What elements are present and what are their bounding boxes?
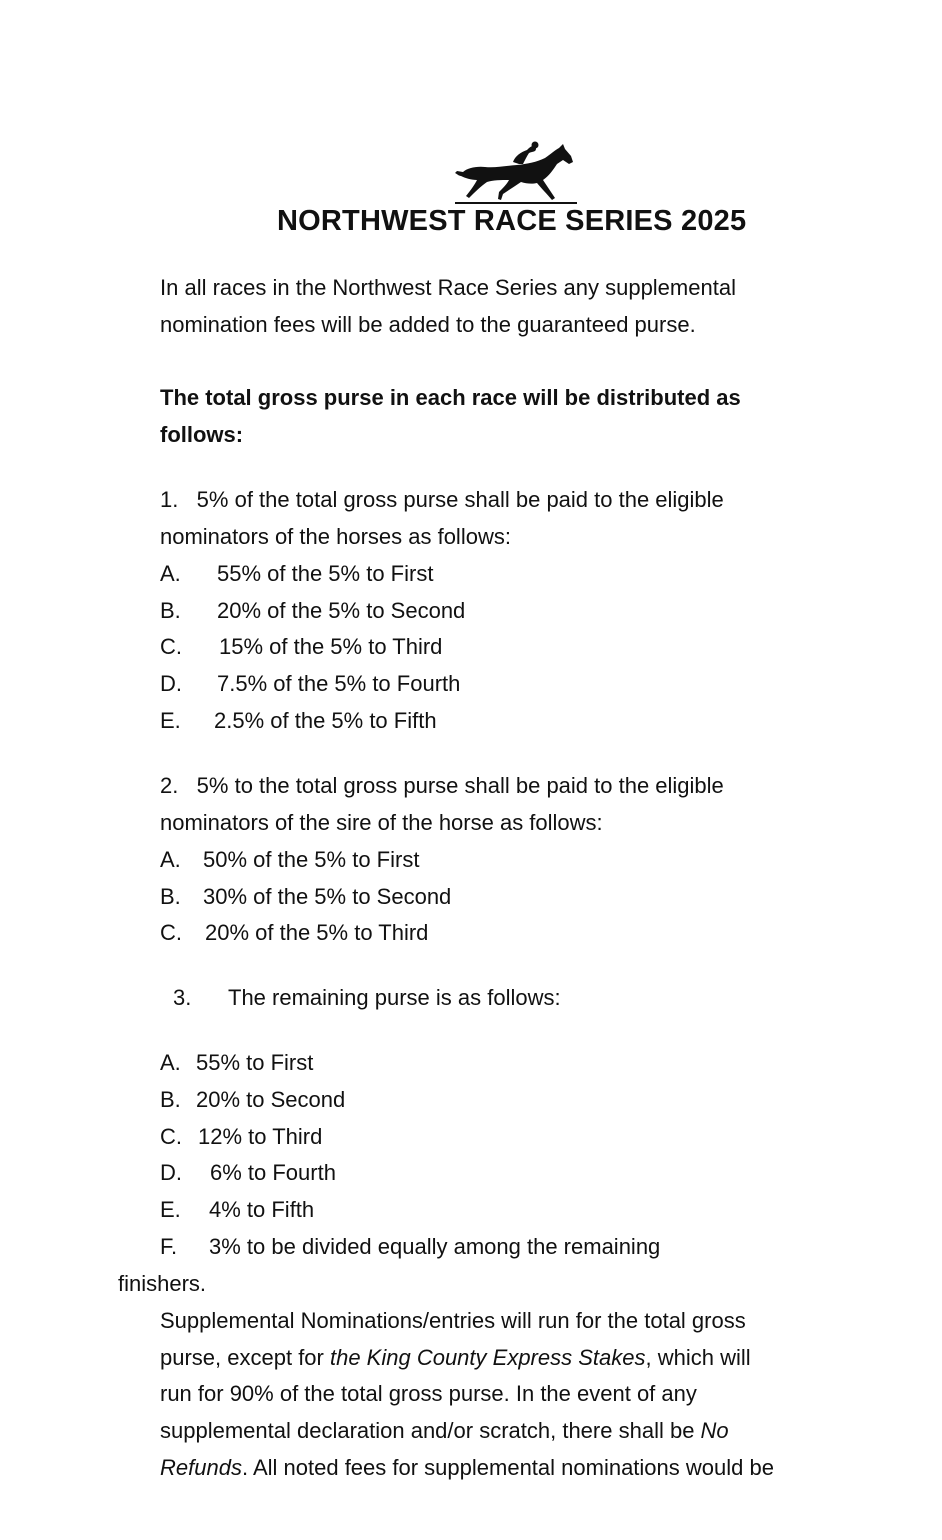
supplemental-text: purse, except for <box>160 1345 330 1370</box>
supplemental-line-1: Supplemental Nominations/entries will run for the total gross <box>160 1308 746 1333</box>
item-text: 7.5% of the 5% to Fourth <box>217 671 461 696</box>
section1-line-2: nominators of the horses as follows: <box>160 524 511 549</box>
horse-and-jockey-icon <box>455 140 577 208</box>
item-letter: D. <box>160 671 182 696</box>
section3-heading-text: The remaining purse is as follows: <box>228 985 561 1010</box>
supplemental-text: . All noted fees for supplemental nominations would be <box>241 1455 774 1480</box>
section2-item-b <box>160 884 452 909</box>
item-letter: E. <box>160 708 181 733</box>
item-letter: F. <box>160 1234 178 1259</box>
section2-item-c <box>160 920 429 945</box>
supplemental-line-3: run for 90% of the total gross purse. In the event of any <box>160 1381 697 1406</box>
race-name: the King County Express Stakes <box>329 1345 646 1370</box>
item-letter: A. <box>160 847 181 872</box>
intro-line-1: In all races in the Northwest Race Series any supplemental <box>160 275 736 300</box>
intro-line-2: nomination fees will be added to the guaranteed purse. <box>160 312 696 337</box>
item-letter: C. <box>160 1124 182 1149</box>
supplemental-text: supplemental declaration and/or scratch, there shall be <box>160 1418 701 1443</box>
supplemental-line-2 <box>160 1347 751 1369</box>
item-text: 20% of the 5% to Third <box>205 920 429 945</box>
section1-item-d <box>160 671 461 696</box>
section1-item-c <box>160 634 443 659</box>
section2-item-a <box>160 847 420 872</box>
item-text: 3% to be divided equally among the remaining <box>209 1234 661 1259</box>
item-letter: D. <box>160 1160 182 1185</box>
item-letter: C. <box>160 634 182 659</box>
item-letter: A. <box>160 561 181 586</box>
section3-item-c <box>160 1124 323 1149</box>
item-text: 15% of the 5% to Third <box>219 634 443 659</box>
supplemental-line-5 <box>160 1457 774 1479</box>
item-letter: C. <box>160 920 182 945</box>
section3-continuation: finishers. <box>118 1271 207 1296</box>
section3-item-b <box>160 1087 346 1112</box>
distribution-heading-line-2: follows: <box>160 422 244 447</box>
page-title: NORTHWEST RACE SERIES 2025 <box>277 205 747 237</box>
section1-item-a <box>160 561 434 586</box>
item-text: 55% of the 5% to First <box>217 561 434 586</box>
item-letter: B. <box>160 884 181 909</box>
item-letter: B. <box>160 1087 181 1112</box>
no-refunds-text: Refunds <box>160 1455 242 1480</box>
section3-number: 3. <box>173 985 192 1010</box>
item-text: 20% to Second <box>196 1087 346 1112</box>
section3-item-a <box>160 1050 314 1075</box>
section3-item-e <box>160 1197 315 1222</box>
section3-item-d <box>160 1160 336 1185</box>
item-letter: B. <box>160 598 181 623</box>
section1-item-e <box>160 708 437 733</box>
item-text: 55% to First <box>196 1050 314 1075</box>
supplemental-text: , which will <box>645 1345 751 1370</box>
item-text: 50% of the 5% to First <box>203 847 420 872</box>
item-text: 6% to Fourth <box>210 1160 336 1185</box>
no-refunds-text: No <box>700 1418 729 1443</box>
item-text: 12% to Third <box>198 1124 323 1149</box>
item-letter: A. <box>160 1050 181 1075</box>
supplemental-line-4 <box>160 1420 729 1442</box>
section1-line-1: 1. 5% of the total gross purse shall be paid to the eligible <box>160 487 724 512</box>
section2-line-1: 2. 5% to the total gross purse shall be paid to the eligible <box>160 773 724 798</box>
item-text: 20% of the 5% to Second <box>217 598 466 623</box>
item-text: 30% of the 5% to Second <box>203 884 452 909</box>
section3-heading <box>173 985 561 1010</box>
section1-item-b <box>160 598 466 623</box>
section2-line-2: nominators of the sire of the horse as follows: <box>160 810 603 835</box>
item-text: 4% to Fifth <box>209 1197 315 1222</box>
distribution-heading-line-1: The total gross purse in each race will be distributed as <box>160 385 741 410</box>
item-letter: E. <box>160 1197 181 1222</box>
section3-item-f <box>160 1234 661 1259</box>
item-text: 2.5% of the 5% to Fifth <box>214 708 437 733</box>
